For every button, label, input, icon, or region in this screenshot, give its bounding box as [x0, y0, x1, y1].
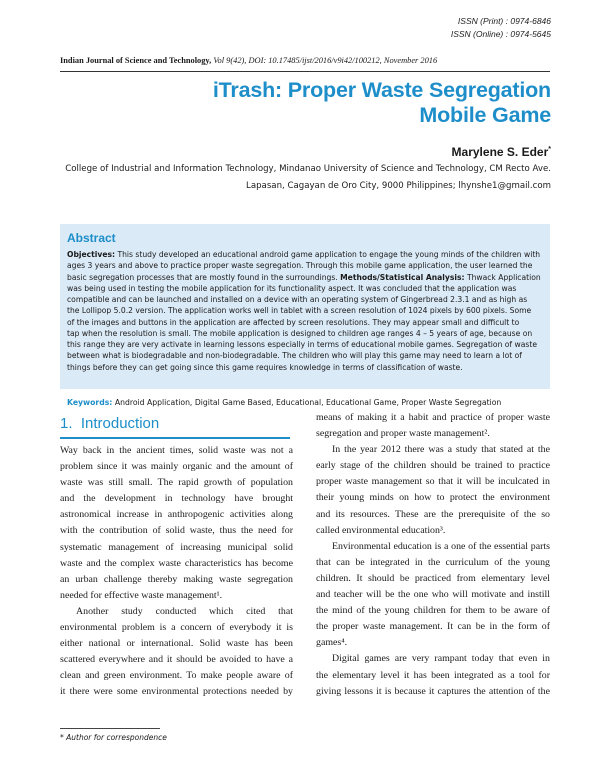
section-heading [60, 415, 159, 432]
body-line: waste was still small. The rapid growth of population [60, 477, 293, 489]
body-line: proper waste management so that it will be inculcated in [316, 476, 550, 488]
body-line: games⁴. [316, 637, 348, 649]
body-line: Way back in the ancient times, solid waste was not a [60, 445, 293, 456]
body-line: the mind of the young children for them to be aware of [316, 605, 550, 617]
body-line: environmental problem is a concern of everybody it is [60, 622, 293, 634]
abstract-line: of the images and buttons in the application are affected by screen resolutions. They may appear small and difficult to [67, 317, 520, 327]
body-line: means of making it a habit and practice of proper waste [316, 412, 550, 423]
section-rule [60, 437, 290, 439]
body-line: it there were some environmental protections needed by [60, 686, 293, 698]
issn-online: ISSN (Online) : 0974-5645 [450, 29, 551, 39]
body-line: giving lessons it is because it captures the attention of the [316, 685, 550, 697]
body-line: their young minds on how to protect the environment [316, 492, 550, 504]
body-line: the elementary level it has been integrated as a tool for [316, 669, 550, 681]
left-column [60, 443, 293, 701]
body-line: systematic management of increasing municipal solid [60, 541, 293, 553]
author-name: Marylene S. Eder [451, 145, 549, 159]
body-line: clean and green environment. To make people aware of [60, 670, 293, 682]
affiliation [65, 161, 551, 195]
body-line: and teacher will be the one who will motivate and instill [316, 589, 550, 601]
footnote-rule [60, 728, 160, 729]
author-mark: * [548, 146, 551, 153]
body-line: Environmental education is a one of the essential parts [332, 540, 550, 552]
abstract-text [67, 249, 545, 373]
affiliation-line-2: Lapasan, Cagayan de Oro City, 9000 Philippines; lhynshe1@gmail.com [246, 181, 551, 191]
body-line: and its resources. These are the prerequisite of the so [316, 508, 550, 520]
journal-details: Vol 9(42), DOI: 10.17485/ijst/2016/v9i42/100212, November 2016 [211, 56, 438, 65]
body-line: either national or international. Solid waste has been [60, 638, 293, 650]
right-column [316, 410, 550, 700]
abstract-line: tap when the resolution is small. The mobile application is designed to children age ranges 4 – 5 years of age, because on [67, 328, 533, 338]
body-line: early stage of the children should be trained to practice [316, 460, 550, 472]
body-line: needed for effective waste management¹. [60, 589, 223, 601]
keywords [67, 398, 501, 407]
body-line: the proper waste management. It can be in the form of [316, 621, 550, 633]
paper-title-line-2: Mobile Game [419, 103, 551, 127]
issn-print: ISSN (Print) : 0974-6846 [457, 16, 551, 26]
abstract-line: compatible and can be launched and installed on a device with an operating system of Gingerbread 2.3.1 and as high as [67, 295, 528, 304]
affiliation-line-1: College of Industrial and Information Technology, Mindanao University of Science and Technology, CM Recto Ave. [65, 164, 551, 174]
author [452, 145, 551, 159]
abstract-line: this range they are very activate in learning lessons especially in terms of educational mobile games. Segregation of waste [67, 340, 537, 349]
body-line: problem since it was mainly organic and the amount of [60, 461, 293, 473]
body-line: with the contribution of solid waste, thus the need for [60, 525, 293, 537]
body-line: an urban challenge thereby making waste segregation [60, 573, 293, 585]
section-title: Introduction [80, 415, 160, 432]
keywords-label: Keywords: [67, 398, 113, 407]
abstract-line: between what is biodegradable and non-biodegradable. The children who will play this game may need to learn a lot of [67, 351, 522, 361]
abstract-line: Objectives: This study developed an educational android game application to engage the young minds of the children with [67, 250, 541, 259]
body-line: Another study conducted which cited that [76, 605, 293, 617]
body-line: and the development in technology have brought [60, 493, 293, 505]
keywords-text: Android Application, Digital Game Based, Educational, Educational Game, Proper Waste Segregation [112, 398, 502, 407]
footnote: * Author for correspondence [60, 733, 167, 742]
body-line: that can be integrated in the curriculum of the young [316, 556, 550, 568]
body-line: called environmental education³. [316, 524, 446, 536]
objectives-label: Objectives: [67, 250, 116, 259]
abstract-line: was being used in testing the mobile application for its functionality aspect. It was concluded that the application was [67, 283, 517, 293]
journal-name: Indian Journal of Science and Technology, [60, 56, 212, 65]
body-line: Digital games are very rampant today that even in [332, 653, 550, 665]
body-line: segregation and proper waste management². [316, 428, 490, 440]
body-line: scattered everywhere and it should be avoided to have a [60, 654, 293, 666]
body-line: waste and the complex waste characteristics has become [60, 557, 293, 569]
abstract-line: ages 3 years and above to practice proper waste segregation. Through this mobile game application, the user learned the [67, 261, 533, 271]
methods-label: Methods/Statistical Analysis: [340, 272, 465, 282]
paper-title-line-1: iTrash: Proper Waste Segregation [212, 78, 551, 102]
journal-citation [60, 56, 550, 72]
section-number: 1. [60, 415, 73, 432]
body-line: children. It should be practiced from elementary level [316, 572, 550, 584]
body-line: astronomical increase in anthropogenic activities along [60, 509, 293, 521]
abstract-heading: Abstract [67, 231, 116, 245]
abstract-line: things before they can get going since this game requires knowledge in terms of classification of waste. [67, 362, 463, 372]
body-line: In the year 2012 there was a study that stated at the [332, 444, 550, 456]
abstract-line: the Lollipop 5.0.2 version. The application works well in tablet with a screen resolution of 1024 pixels by 600 pixels. Some [67, 306, 532, 316]
abstract-line: basic segregation processes that are mostly found in the surroundings. Methods/Statistical Analysis: Thwack Application [67, 272, 541, 282]
